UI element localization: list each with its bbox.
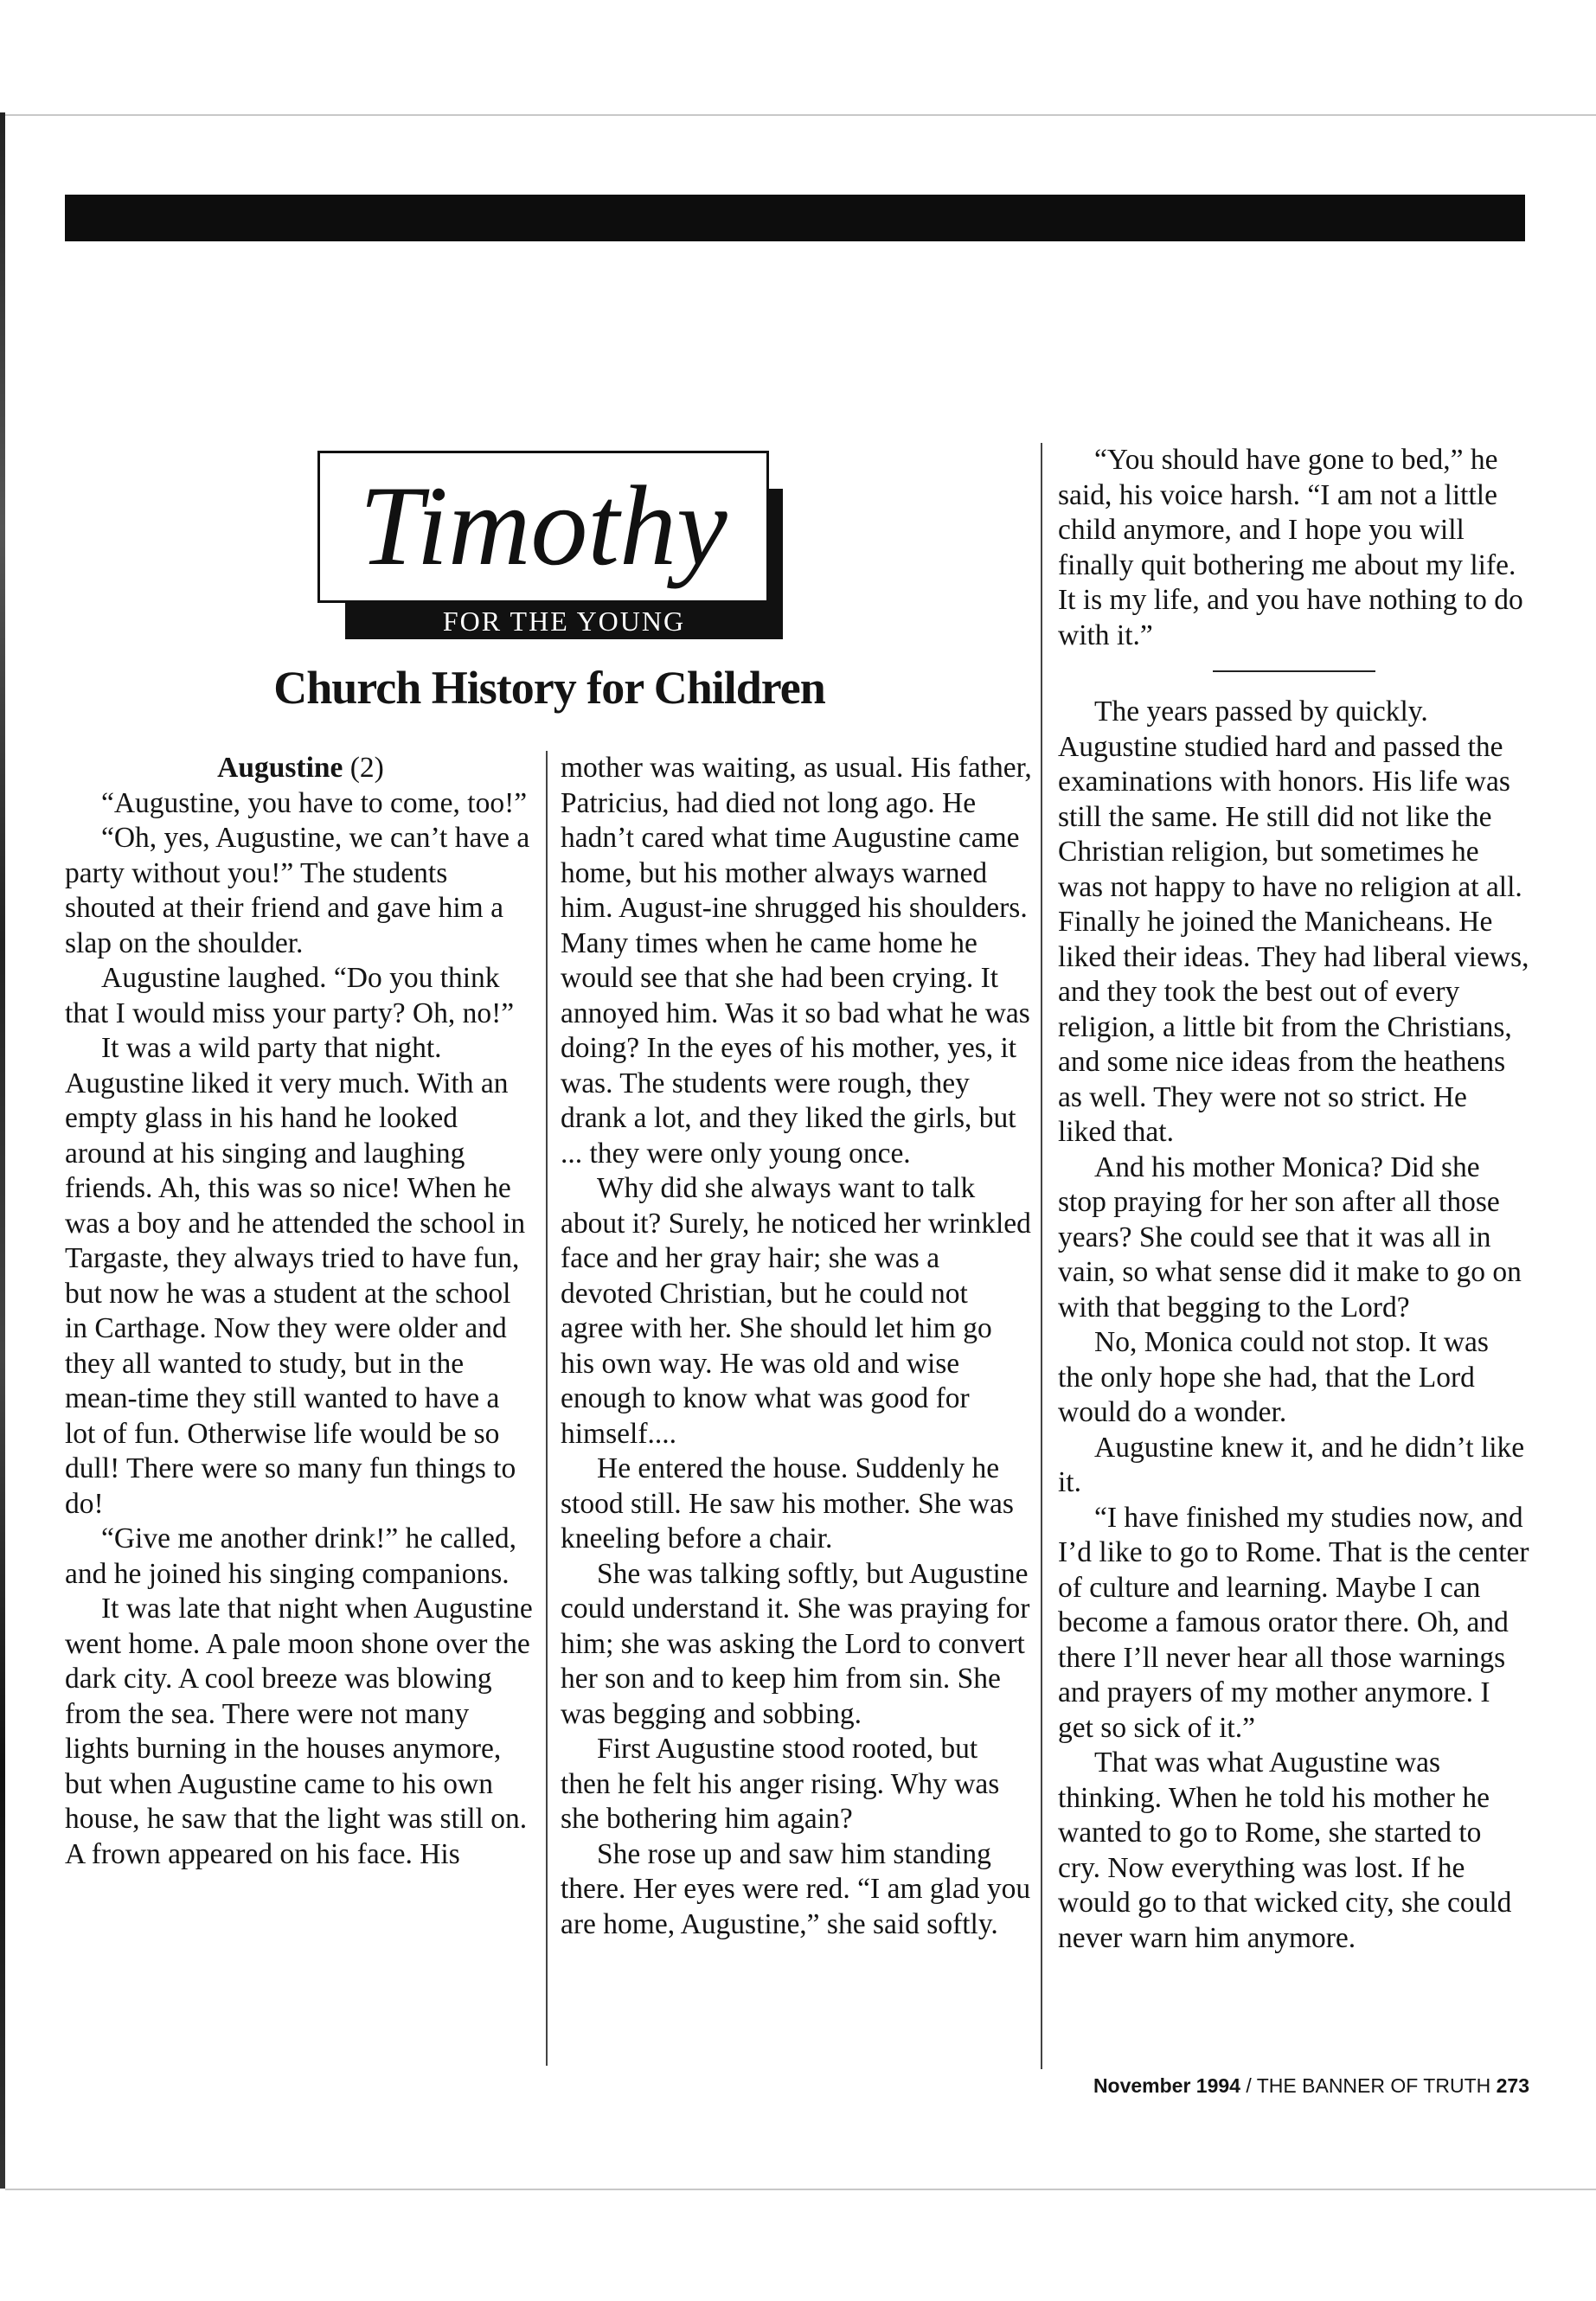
paragraph: She rose up and saw him standing there. Her eyes were red. “I am glad you are home, Augustine,” she said softly.	[561, 1837, 1031, 1940]
footer-date: November 1994	[1093, 2074, 1240, 2097]
paragraph: It was a wild party that night. Augustine liked it very much. With an empty glass in his hand he looked around at his singing and laughing friends. Ah, this was so nice! When he was a boy and he attended the school in Targaste, they always tried to have fun, but now he was a student at the school in Carthage. Now they were older and they all wanted to study, but in the mean-time they still wanted to have a lot of fun. Otherwise life would be so dull! There were so many fun things to do!	[65, 1032, 526, 1520]
column-rule-1	[546, 751, 548, 2066]
footer-page-number: 273	[1496, 2074, 1529, 2097]
paragraph: “Augustine, you have to come, too!”	[101, 786, 528, 819]
paragraph: “You should have gone to bed,” he said, his voice harsh. “I am not a little child anymore, and I hope you will finally quit bothering me about my life. It is my life, and you have nothing to do with it.”	[1058, 444, 1523, 651]
masthead-title: Timothy	[359, 462, 727, 589]
paragraph: And his mother Monica? Did she stop praying for her son after all those years? She could see that it was all in vain, so what sense did it make to go on with that begging to the Lord?	[1058, 1150, 1522, 1324]
paragraph: He entered the house. Suddenly he stood still. He saw his mother. She was kneeling before a chair.	[561, 1452, 1014, 1554]
footer-publication: THE BANNER OF TRUTH	[1256, 2074, 1491, 2097]
scan-edge-bottom	[5, 2189, 1596, 2190]
scan-edge-top	[5, 114, 1596, 116]
footer-separator: /	[1246, 2074, 1252, 2097]
paragraph: That was what Augustine was thinking. When he told his mother he wanted to go to Rome, she started to cry. Now everything was lost. If he would go to that wicked city, she could never warn him anymore.	[1058, 1747, 1512, 1954]
masthead-logo	[317, 451, 785, 641]
paragraph: “Oh, yes, Augustine, we can’t have a party without you!” The students shouted at their friend and gave him a slap on the shoulder.	[65, 822, 530, 959]
paragraph: Augustine knew it, and he didn’t like it.	[1058, 1431, 1525, 1498]
paragraph: The years passed by quickly. Augustine studied hard and passed the examinations with honors. His life was still the same. He still did not like the Christian religion, but sometimes he was not happy to have no religion at all. Finally he joined the Manicheans. He liked their ideas. They had liberal views, and they took the best out of every religion, a little bit from the Christians, and some nice ideas from the heathens as well. They were not so strict. He liked that.	[1058, 695, 1529, 1148]
column-rule-2	[1041, 443, 1042, 2069]
text-column-2	[561, 751, 1032, 1942]
page-footer	[1055, 2073, 1529, 2099]
section-separator	[1213, 670, 1375, 672]
paragraph: Why did she always want to talk about it? Surely, he noticed her wrinkled face and her gray hair; she was a devoted Christian, but he could not agree with her. She should let him go his own way. He was old and wise enough to know what was good for himself....	[561, 1172, 1031, 1450]
text-column-1	[65, 751, 536, 1872]
paragraph: “Give me another drink!” he called, and he joined his singing companions.	[65, 1522, 516, 1590]
header-bar	[65, 195, 1525, 241]
paragraph: It was late that night when Augustine went home. A pale moon shone over the dark city. A cool breeze was blowing from the sea. There were not many lights burning in the houses anymore, but when Augustine came to his own house, he saw that the light was still on. A frown appeared on his face. His	[65, 1593, 533, 1870]
article-subhead	[65, 751, 536, 786]
scan-edge-left	[0, 112, 5, 2189]
subhead-name: Augustine	[217, 752, 343, 784]
paragraph: First Augustine stood rooted, but then he felt his anger rising. Why was she bothering him again?	[561, 1733, 1000, 1835]
paragraph: No, Monica could not stop. It was the only hope she had, that the Lord would do a wonder.	[1058, 1326, 1489, 1428]
paragraph: She was talking softly, but Augustine could understand it. She was praying for him; she was asking the Lord to convert her son and to keep him from sin. She was begging and sobbing.	[561, 1557, 1030, 1730]
paragraph: “I have finished my studies now, and I’d like to go to Rome. That is the center of culture and learning. Maybe I can become a famous orator there. Oh, and there I’ll never hear all those warnings and prayers of my mother anymore. I get so sick of it.”	[1058, 1501, 1529, 1744]
paragraph: Augustine laughed. “Do you think that I would miss your party? Oh, no!”	[65, 962, 515, 1029]
article-heading: Church History for Children	[273, 662, 825, 714]
masthead-subtitle: FOR THE YOUNG	[345, 603, 783, 639]
paragraph: mother was waiting, as usual. His father, Patricius, had died not long ago. He hadn’t cared what time Augustine came home, but his mother always warned him. August-ine shrugged his shoulders. Many times when he came home he would see that she had been crying. It annoyed him. Was it so bad what he was doing? In the eyes of his mother, yes, it was. The students were rough, they drank a lot, and they liked the girls, but ... they were only young once.	[561, 752, 1032, 1170]
text-column-3	[1058, 443, 1529, 1956]
subhead-number: (2)	[349, 752, 384, 784]
